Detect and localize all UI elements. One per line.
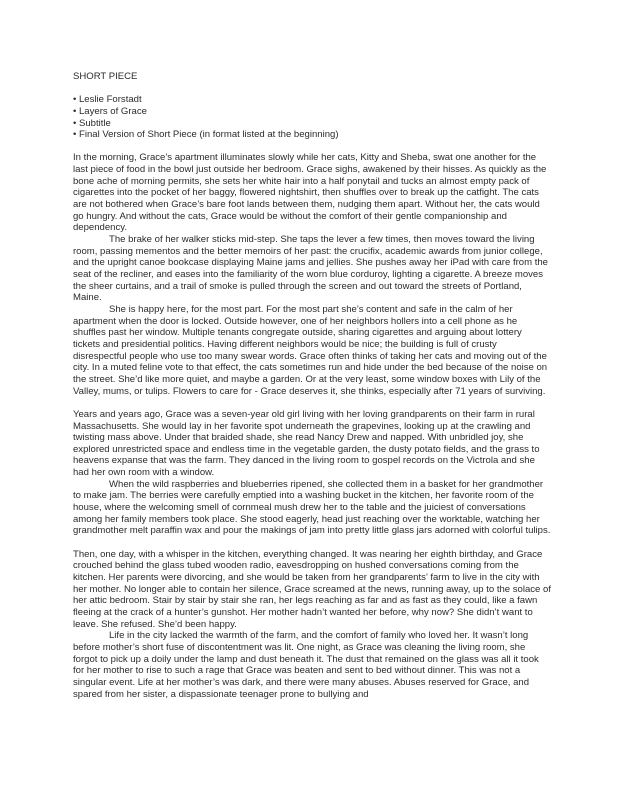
paragraph: She is happy here, for the most part. For the most part she’s content and safe in the calm of her apartment when the door is locked. Outside however, one of her neighbors hollers into a cell phone as he shuffles past her window. Multiple tenants congregate outside, sharing cigarettes and arguing about lottery tickets and presidential politics. Having different neighbors would be nice; the building is full of crusty disrespectful people who use too many swear words. Grace often thinks of taking her cats and moving out of the city. In a muted feline vote to that effect, the cats sometimes run and hide under the bed because of the noise on the street. She’d like more quiet, and maybe a garden. Or at the very least, some window boxes with Lily of the Valley, mums, or tulips. Flowers to care for - Grace deserves it, she thinks, especially after 71 years of surviving.: [73, 304, 548, 397]
paragraph: In the morning, Grace’s apartment illuminates slowly while her cats, Kitty and Sheba, swat one another for the last piece of food in the bowl just outside her bedroom. Grace sighs, awakened by their hisses. As quickly as the bone ache of morning permits, she sets her white hair into a half ponytail and tucks an almost empty pack of cigarettes into the pocket of her baggy, flowered nightshirt, then shuffles over to break up the catfight. The cats are not bothered when Grace’s bare foot lands between them, nudging them apart. Without her, the cats would go hungry. And without the cats, Grace would be without the comfort of their gentle companionship and dependency.: [73, 152, 547, 234]
document-page: [73, 71, 551, 700]
paragraph: Years and years ago, Grace was a seven-year old girl living with her loving grandparents on their farm in rural Massachusetts. She would lay in her favorite spot underneath the grapevines, looking up at the crawling and twisting mass above. Under that braided shade, she read Nancy Drew and napped. With unbridled joy, she explored unrestricted space and endless time in the vegetable garden, the dusty potato fields, and the grass to heavens expanse that was the farm. They danced in the living room to gospel records on the Victrola and she had her own room with a window.: [73, 408, 540, 479]
metadata-bullet-list: [73, 94, 551, 141]
paragraph: When the wild raspberries and blueberries ripened, she collected them in a basket for her grandmother to make jam. The berries were carefully emptied into a washing bucket in the kitchen, her favorite room of the house, where the welcoming smell of cornmeal mush drew her to the table and the juiciest of conversations among her family members took place. She stood eagerly, head just reaching over the worktable, watching her grandmother melt paraffin wax and pour the makings of jam into pretty little glass jars adorned with colorful tulips.: [73, 478, 551, 537]
bullet-text: Subtitle: [79, 117, 111, 129]
bullet-icon: •: [73, 94, 77, 106]
paragraph: Then, one day, with a whisper in the kitchen, everything changed. It was nearing her eighth birthday, and Grace crouched behind the glass tubed wooden radio, eavesdropping on hushed conversations coming from the kitchen. Her parents were divorcing, and she would be taken from her grandparents’ farm to live in the city with her mother. No longer able to contain her silence, Grace screamed at the news, running away, up to the solace of her attic bedroom. Stair by stair by stair she ran, her legs reaching as far and as fast as they could, like a fawn fleeing at the crack of a hunter’s gunshot. Her mother hadn’t wanted her before, why now? She didn’t want to leave. She refused. She’d been happy.: [73, 548, 551, 630]
bullet-subtitle: [73, 118, 551, 130]
bullet-text: Final Version of Short Piece (in format listed at the beginning): [79, 129, 339, 141]
bullet-text: Leslie Forstadt: [79, 94, 142, 106]
bullet-final-version: [73, 129, 551, 141]
paragraph: The brake of her walker sticks mid-step. She taps the lever a few times, then moves toward the living room, passing mementos and the better memoirs of her past: the crucifix, academic awards from junior college, and the upright canoe bookcase displaying Maine jams and jellies. She pushes away her iPad with care from the seat of the recliner, and eases into the familiarity of the worn blue corduroy, lighting a cigarette. A breeze moves the sheer curtains, and a trail of smoke is pulled through the screen and out toward the streets of Portland, Maine.: [73, 234, 548, 304]
bullet-icon: •: [73, 105, 77, 117]
bullet-icon: •: [73, 129, 77, 141]
bullet-title: [73, 106, 551, 118]
bullet-author: [73, 94, 551, 106]
bullet-icon: •: [73, 117, 77, 129]
document-title: SHORT PIECE: [73, 71, 138, 82]
bullet-text: Layers of Grace: [79, 105, 147, 117]
paragraph: Life in the city lacked the warmth of the farm, and the comfort of family who loved her. It wasn’t long before mother’s short fuse of discontentment was lit. One night, as Grace was cleaning the living room, she forgot to pick up a doily under the lamp and dust beneath it. The dust that remained on the glass was all it took for her mother to rise to such a rage that Grace was beaten and sent to bed without dinner. This was not a singular event. Life at her mother’s was dark, and there were many abuses. Abuses reserved for Grace, and spared from her sister, a dispassionate teenager prone to bullying and: [73, 630, 539, 700]
